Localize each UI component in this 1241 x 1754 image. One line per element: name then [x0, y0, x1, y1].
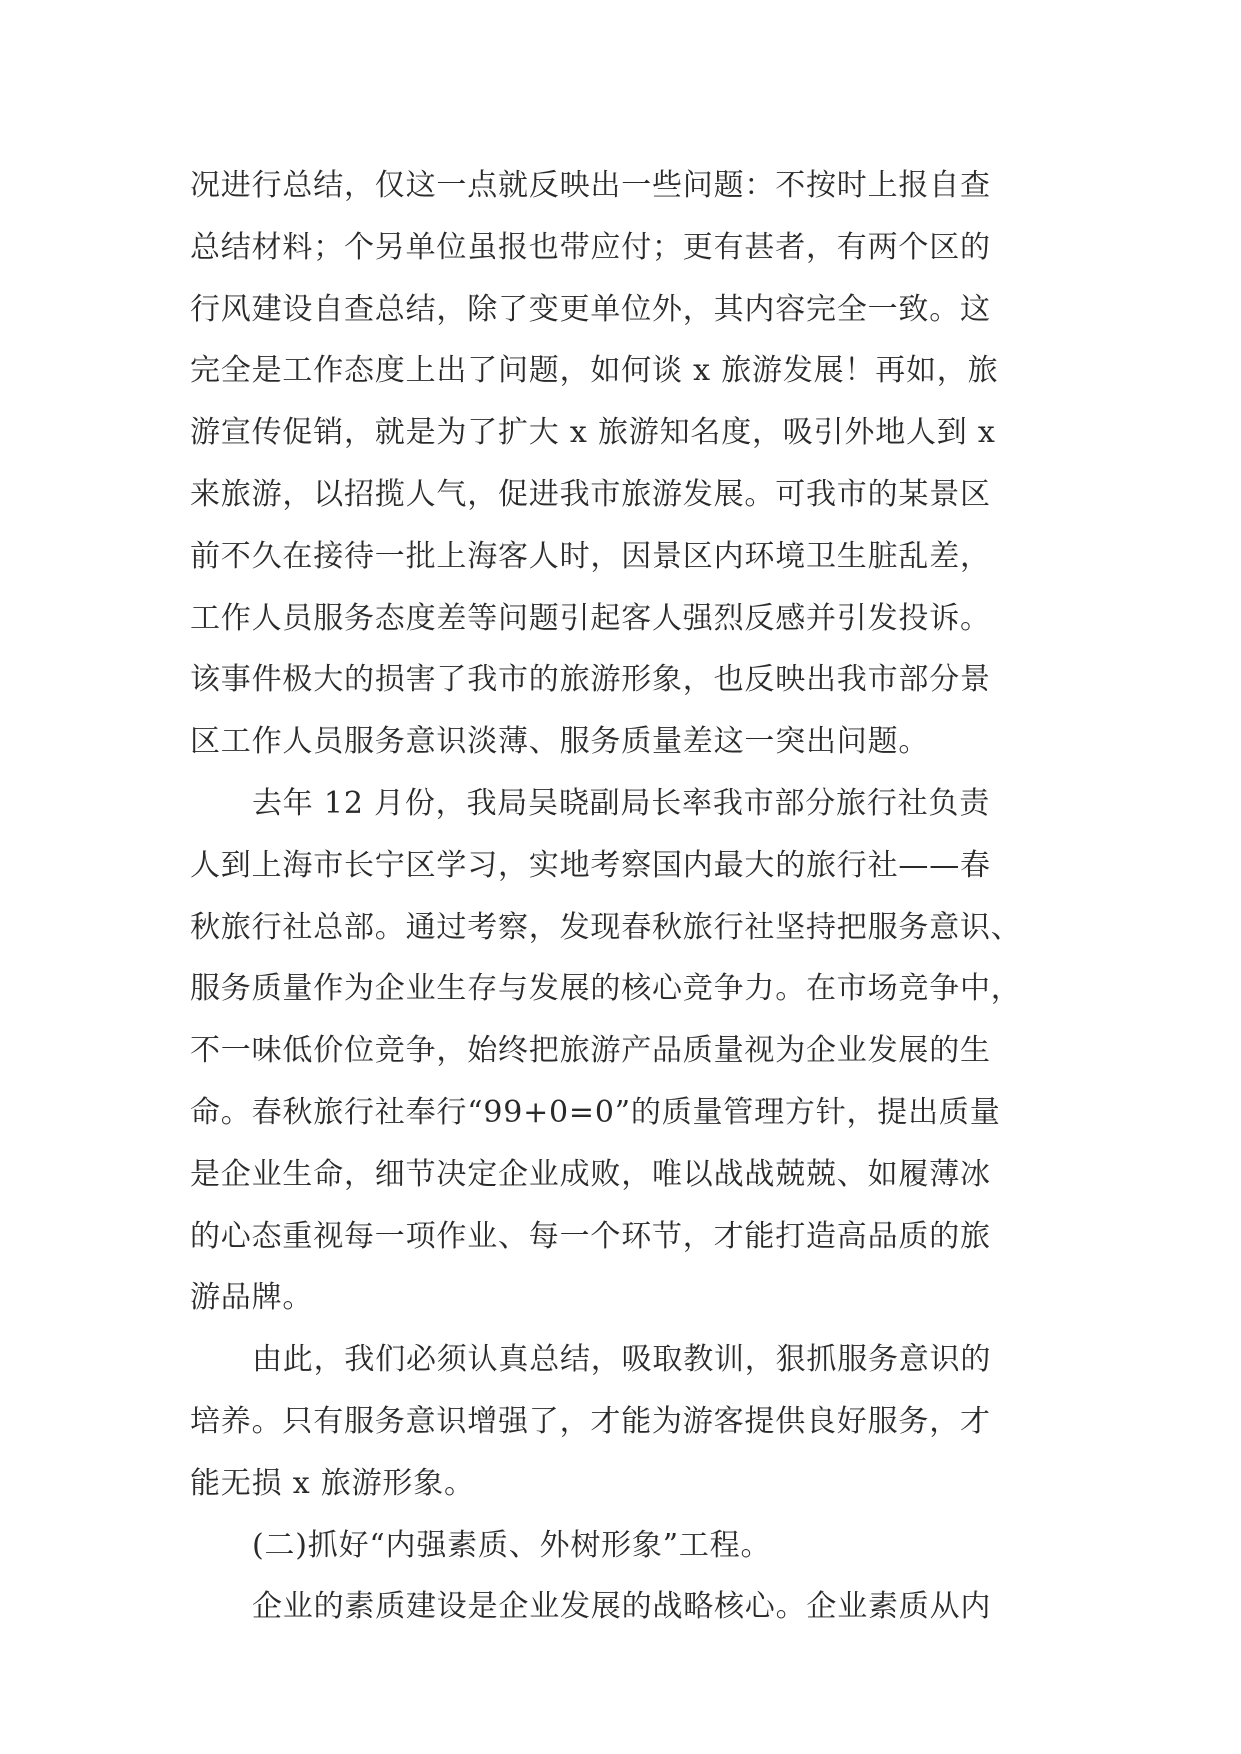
text-line: 行风建设自查总结，除了变更单位外，其内容完全一致。这	[190, 291, 991, 327]
text-line: 完全是工作态度上出了问题，如何谈 x 旅游发展！再如，旅	[190, 353, 999, 389]
document-body	[190, 155, 1070, 1638]
text-line: 总结材料；个另单位虽报也带应付；更有甚者，有两个区的	[190, 229, 991, 265]
text-line: 前不久在接待一批上海客人时，因景区内环境卫生脏乱差，	[190, 538, 991, 574]
text-line: 工作人员服务态度差等问题引起客人强烈反感并引发投诉。	[190, 600, 991, 636]
text-line: 能无损 x 旅游形象。	[190, 1465, 475, 1501]
text-line: 该事件极大的损害了我市的旅游形象，也反映出我市部分景	[190, 662, 991, 698]
text-line: 不一味低价位竞争，始终把旅游产品质量视为企业发展的生	[190, 1033, 991, 1069]
paragraph-first-line: 去年 12 月份，我局吴晓副局长率我市部分旅行社负责	[252, 785, 991, 821]
text-line: 服务质量作为企业生存与发展的核心竞争力。在市场竞争中，	[190, 971, 1022, 1007]
text-line: 游宣传促销，就是为了扩大 x 旅游知名度，吸引外地人到 x	[190, 415, 996, 451]
text-line: 况进行总结，仅这一点就反映出一些问题：不按时上报自查	[190, 168, 991, 203]
text-line: 来旅游，以招揽人气，促进我市旅游发展。可我市的某景区	[190, 476, 991, 512]
text-line: 游品牌。	[190, 1280, 314, 1316]
paragraph-first-line: 企业的素质建设是企业发展的战略核心。企业素质从内	[252, 1589, 992, 1625]
paragraph-first-line: 由此，我们必须认真总结，吸取教训，狠抓服务意识的	[252, 1342, 992, 1378]
text-line: 秋旅行社总部。通过考察，发现春秋旅行社坚持把服务意识、	[190, 909, 1022, 945]
section-heading: (二)抓好“内强素质、外树形象”工程。	[252, 1527, 772, 1563]
text-line: 是企业生命，细节决定企业成败，唯以战战兢兢、如履薄冰	[190, 1156, 991, 1192]
text-line: 培养。只有服务意识增强了，才能为游客提供良好服务，才	[190, 1403, 991, 1439]
text-line: 区工作人员服务意识淡薄、服务质量差这一突出问题。	[190, 724, 930, 760]
text-line: 的心态重视每一项作业、每一个环节，才能打造高品质的旅	[190, 1218, 991, 1254]
text-line: 人到上海市长宁区学习，实地考察国内最大的旅行社——春	[190, 847, 991, 883]
text-line: 命。春秋旅行社奉行“99+0=0”的质量管理方针，提出质量	[190, 1094, 1001, 1130]
